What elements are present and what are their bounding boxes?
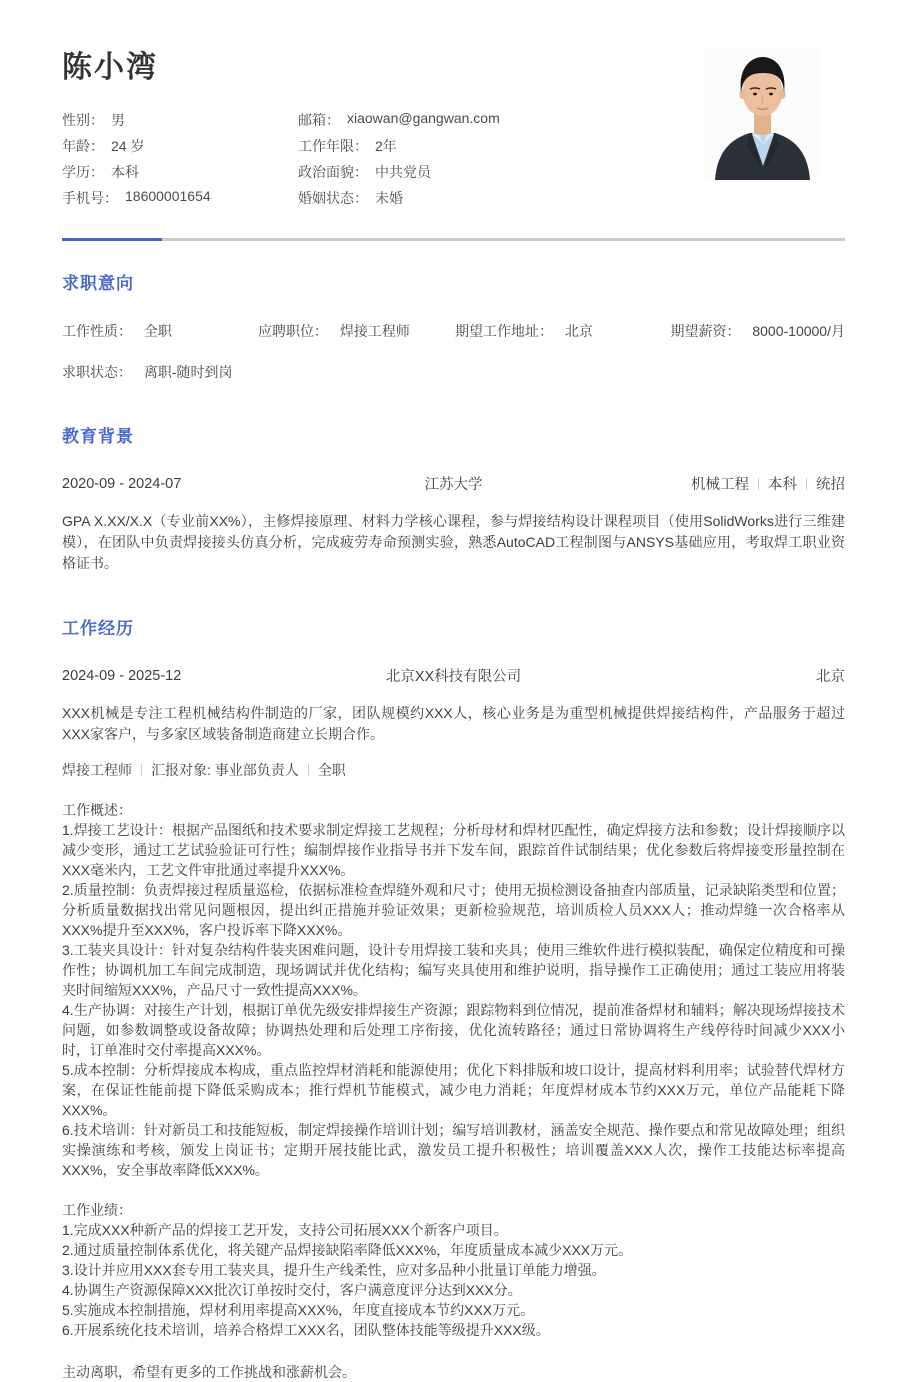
education-degree: 本科	[768, 477, 797, 493]
work-employment-type: 全职	[317, 762, 346, 778]
personal-info-left-column	[62, 110, 298, 214]
work-location: 北京	[816, 669, 845, 685]
work-overview-item: 1.焊接工艺设计：根据产品图纸和技术要求制定焊接工艺规程；分析母材和焊材匹配性，确定焊接方法和参数；设计焊接顺序以减少变形，通过工艺试验验证可行性；编制焊接作业指导书并下发车间，跟踪首件试制结果；优化参数后将焊接变形量控制在XXX毫米内，工艺文件审批通过率提升XXX%。	[62, 822, 845, 878]
field-job-status	[62, 364, 233, 380]
work-achievement-item: 2.通过质量控制体系优化，将关键产品焊接缺陷率降低XXX%，年度质量成本减少XXX万元。	[62, 1242, 633, 1258]
work-achievements-label: 工作业绩：	[62, 1202, 132, 1218]
work-experience-section	[62, 614, 845, 1382]
info-phone	[62, 188, 298, 214]
info-value: 中共党员	[375, 164, 431, 180]
section-title-work-experience: 工作经历	[62, 619, 134, 638]
info-education-level	[62, 162, 298, 188]
field-label: 应聘职位：	[258, 323, 328, 339]
field-value: 全职	[143, 323, 172, 339]
field-label: 工作性质：	[62, 323, 132, 339]
work-achievement-item: 5.实施成本控制措施，焊材利用率提高XXX%，年度直接成本节约XXX万元。	[62, 1302, 535, 1318]
field-expected-location	[455, 321, 661, 341]
education-major: 机械工程	[691, 477, 749, 493]
field-label: 期望薪资：	[670, 323, 741, 339]
work-overview-item: 4.生产协调：对接生产计划，根据订单优先级安排焊接生产资源；跟踪物料到位情况，提前准备焊材和辅料；解决现场焊接技术问题，如参数调整或设备故障；协调热处理和后处理工序衔接，优化流转路径；通过日常协调将生产线停待时间减少XXX小时，订单准时交付率提高XXX%。	[62, 1002, 845, 1058]
separator	[308, 764, 309, 776]
work-header-row	[62, 665, 845, 686]
work-job-title: 焊接工程师	[62, 762, 132, 778]
field-value: 8000-10000/月	[752, 323, 845, 339]
separator	[141, 764, 142, 776]
job-intent-row-1	[62, 321, 845, 341]
education-enrollment: 统招	[816, 477, 845, 493]
field-expected-salary	[661, 321, 845, 341]
header-divider-accent	[62, 238, 162, 241]
info-marital-status	[298, 188, 845, 214]
job-intent-section	[62, 269, 845, 382]
company-intro: XXX机械是专注工程机械结构件制造的厂家，团队规模约XXX人，核心业务是为重型机械提供焊接结构件，产品服务于超过XXX家客户，与多家区域装备制造商建立长期合作。	[62, 705, 845, 742]
work-report-to: 汇报对象: 事业部负责人	[151, 762, 299, 778]
info-gender	[62, 110, 298, 136]
field-label: 期望工作地址：	[455, 323, 553, 339]
info-label: 婚姻状态：	[298, 190, 368, 206]
work-achievement-item: 3.设计并应用XXX套专用工装夹具，提升生产线柔性，应对多品种小批量订单能力增强。	[62, 1262, 606, 1278]
info-value: 2年	[375, 138, 397, 154]
work-overview-item: 2.质量控制：负责焊接过程质量巡检，依据标准检查焊缝外观和尺寸；使用无损检测设备抽查内部质量，记录缺陷类型和位置；分析质量数据找出常见问题根因，提出纠正措施并验证效果；更新检验规范，培训质检人员XXX人；推动焊缝一次合格率从XXX%提升至XXX%，客户投诉率下降XXX%。	[62, 882, 845, 938]
education-tags	[483, 473, 846, 494]
header-divider	[62, 238, 845, 241]
info-label: 邮箱：	[298, 112, 340, 128]
info-label: 手机号：	[62, 190, 118, 206]
work-overview-item: 3.工装夹具设计：针对复杂结构件装夹困难问题，设计专用焊接工装和夹具；使用三维软件进行模拟装配，确保定位精度和可操作性；协调机加工车间完成制造，现场调试并优化结构；编写夹具使用和维护说明，指导操作工正确使用；通过工装应用将装夹时间缩短XXX%，产品尺寸一致性提高XXX%。	[62, 942, 845, 998]
section-title-education: 教育背景	[62, 427, 134, 446]
field-value: 焊接工程师	[339, 323, 410, 339]
info-label: 性别：	[62, 112, 104, 128]
id-photo	[705, 48, 820, 180]
work-achievements-block	[62, 1200, 845, 1340]
info-value: 18600001654	[125, 188, 211, 204]
info-label: 年龄：	[62, 138, 104, 154]
info-age	[62, 136, 298, 162]
work-achievement-item: 6.开展系统化技术培训，培养合格焊工XXX名，团队整体技能等级提升XXX级。	[62, 1322, 550, 1338]
info-value: 本科	[111, 164, 139, 180]
candidate-name: 陈小湾	[62, 51, 158, 84]
info-value: 男	[111, 112, 125, 128]
work-achievement-item: 4.协调生产资源保障XXX批次订单按时交付，客户满意度评分达到XXX分。	[62, 1282, 522, 1298]
field-label: 求职状态：	[62, 364, 132, 380]
work-overview-item: 6.技术培训：针对新员工和技能短板，制定焊接操作培训计划；编写培训教材，涵盖安全规范、操作要点和常见故障处理；组织实操演练和考核，颁发上岗证书；定期开展技能比武，激发员工提升积极性；培训覆盖XXX人次，操作工技能达标率提高XXX%，安全事故率降低XXX%。	[62, 1122, 845, 1178]
separator	[806, 478, 807, 490]
work-company: 北京XX科技有限公司	[385, 669, 522, 685]
work-overview-block	[62, 800, 845, 1180]
education-period: 2020-09 - 2024-07	[62, 475, 182, 492]
work-achievement-item: 1.完成XXX种新产品的焊接工艺开发，支持公司拓展XXX个新客户项目。	[62, 1222, 508, 1238]
info-value: 未婚	[375, 190, 403, 206]
info-value: xiaowan@gangwan.com	[347, 110, 500, 126]
field-value: 离职-随时到岗	[143, 364, 233, 380]
separator	[758, 478, 759, 490]
education-description: GPA X.XX/X.X（专业前XX%），主修焊接原理、材料力学核心课程，参与焊接结构设计课程项目（使用SolidWorks进行三维建模），在团队中负责焊接接头仿真分析，完成疲劳寿命预测实验，熟悉AutoCAD工程制图与ANSYS基础应用，考取焊工职业资格证书。	[62, 513, 845, 571]
info-value: 24 岁	[111, 138, 145, 154]
info-label: 工作年限：	[298, 138, 368, 154]
education-section	[62, 422, 845, 574]
education-school: 江苏大学	[424, 477, 483, 493]
field-value: 北京	[564, 323, 593, 339]
section-title-job-intent: 求职意向	[62, 274, 134, 293]
field-target-position	[258, 321, 455, 341]
education-header-row	[62, 473, 845, 494]
info-label: 学历：	[62, 164, 104, 180]
work-overview-label: 工作概述：	[62, 802, 132, 818]
field-job-nature	[62, 321, 258, 341]
work-role-row	[62, 760, 845, 780]
info-label: 政治面貌：	[298, 164, 368, 180]
work-period: 2024-09 - 2025-12	[62, 667, 182, 684]
id-photo-image	[705, 48, 820, 180]
leaving-reason: 主动离职，希望有更多的工作挑战和涨薪机会。	[62, 1364, 356, 1380]
work-overview-item: 5.成本控制：分析焊接成本构成，重点监控焊材消耗和能源使用；优化下料排版和坡口设计，提高材料利用率；试验替代焊材方案，在保证性能前提下降低采购成本；推行焊机节能模式，减少电力消耗；年度焊材成本节约XXX万元，单位产品能耗下降XXX%。	[62, 1062, 845, 1118]
job-intent-row-2	[62, 362, 845, 382]
